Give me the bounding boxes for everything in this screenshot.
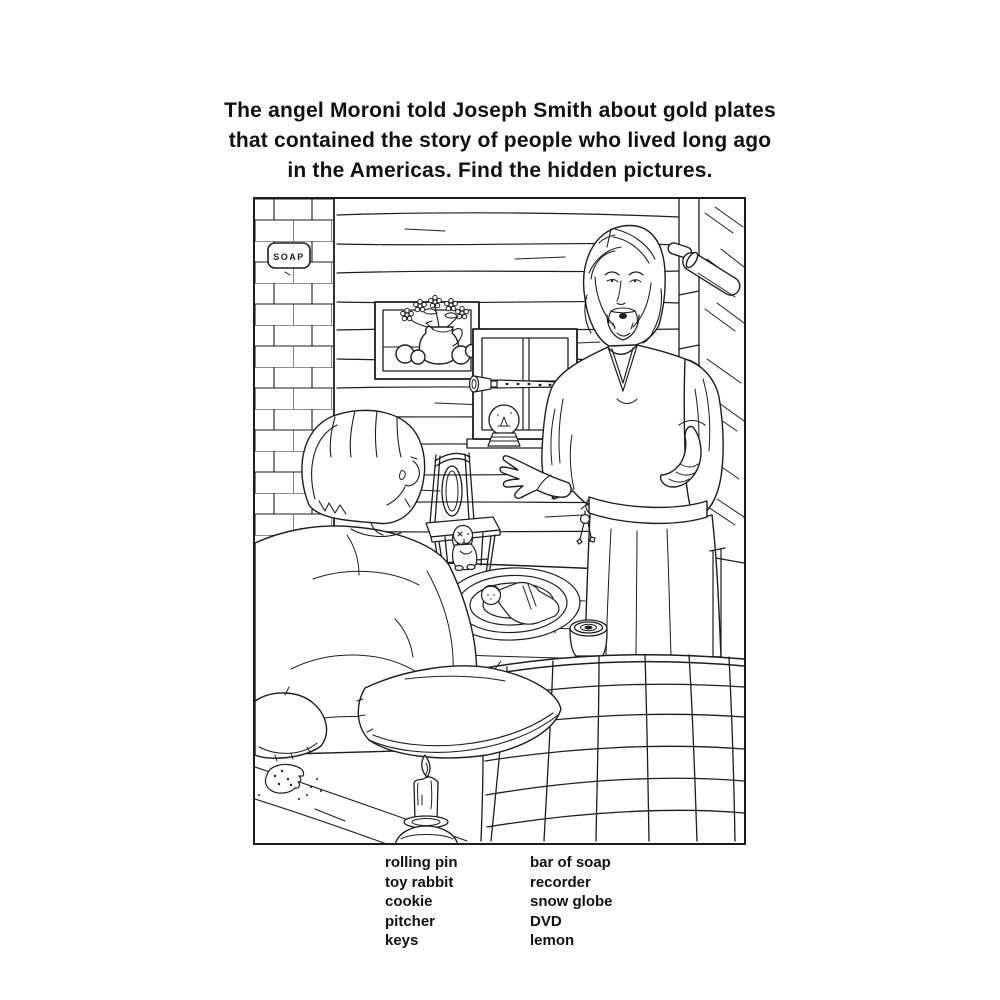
snow-globe <box>488 405 520 446</box>
hidden-picture-illustration <box>253 197 746 845</box>
hidden-item: lemon <box>530 932 575 949</box>
hidden-item: recorder <box>530 873 591 891</box>
hidden-item: keys <box>385 932 419 949</box>
page-title <box>0 96 1000 186</box>
title-line-3: in the Americas. Find the hidden pictures. <box>287 159 713 182</box>
hidden-item: bar of soap <box>530 854 611 871</box>
cup-with-dvd <box>570 620 607 659</box>
hidden-item: cookie <box>385 893 433 910</box>
hidden-item: toy rabbit <box>385 873 454 891</box>
man-head <box>584 226 666 346</box>
hidden-items-column-left <box>385 853 458 951</box>
hidden-item: rolling pin <box>385 854 458 871</box>
title-line-1: The angel Moroni told Joseph Smith about gold plates <box>224 99 776 122</box>
title-line-2: that contained the story of people who lived long ago <box>228 129 772 152</box>
picture-frame <box>375 295 479 379</box>
soap-label: SOAP <box>273 252 305 262</box>
hidden-items-column-right <box>530 853 613 951</box>
hidden-item: snow globe <box>530 893 613 910</box>
illustration-svg <box>255 199 744 843</box>
hidden-item: DVD <box>530 912 562 930</box>
hidden-item: pitcher <box>385 912 436 930</box>
dvd <box>575 622 603 633</box>
